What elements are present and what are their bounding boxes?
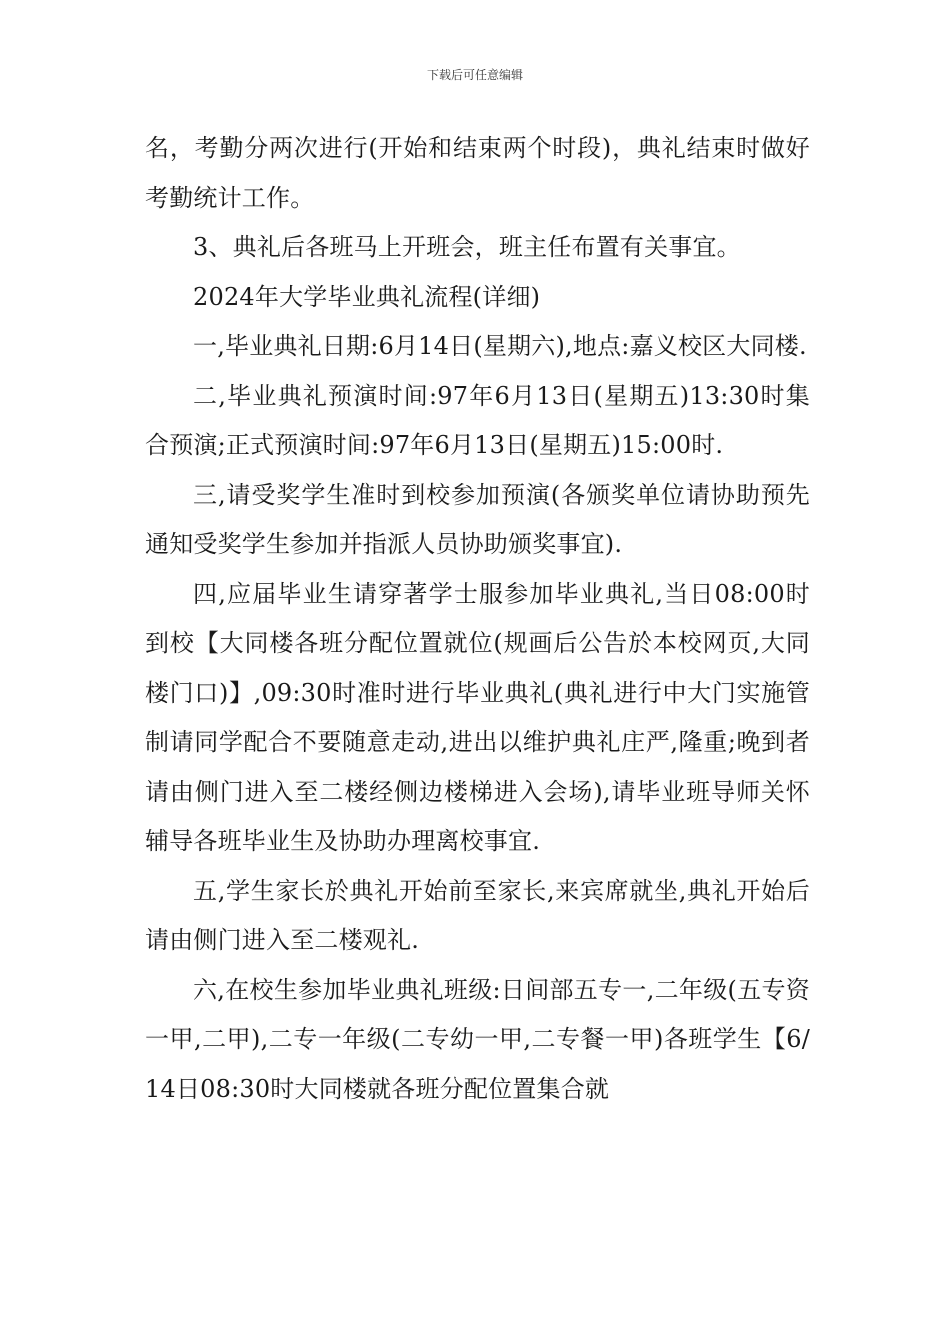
paragraph-item-3-awardees: 三,请受奖学生准时到校参加预演(各颁奖单位请协助预先通知受奖学生参加并指派人员协助颁奖事宜).	[145, 480, 810, 558]
paragraph-item-6-students: 六,在校生参加毕业典礼班级:日间部五专一,二年级(五专资一甲,二甲),二专一年级(二专幼一甲,二专餐一甲)各班学生【6/14日08:30时大同楼就各班分配位置集合就	[145, 975, 810, 1103]
paragraph-class-meeting: 3、典礼后各班马上开班会，班主任布置有关事宜。	[193, 233, 741, 261]
paragraph-item-2-rehearsal: 二,毕业典礼预演时间:97年6月13日(星期五)13:30时集合预演;正式预演时间:97年6月13日(星期五)15:00时.	[145, 381, 810, 459]
paragraph-attendance: 名，考勤分两次进行(开始和结束两个时段)，典礼结束时做好考勤统计工作。	[145, 134, 810, 212]
paragraph-item-4-graduates: 四,应届毕业生请穿著学士服参加毕业典礼,当日08:00时到校【大同楼各班分配位置就位(规画后公告於本校网页,大同楼门口)】,09:30时准时进行毕业典礼(典礼进行中大门实施管制请同学配合不要随意走动,进出以维护典礼庄严,隆重;晚到者请由侧门进入至二楼经侧边楼梯进入会场),请毕业班导师关怀辅导各班毕业生及协助办理离校事宜.	[145, 579, 810, 855]
page-header: 下载后可任意编辑	[426, 68, 523, 82]
paragraph-item-5-parents: 五,学生家长於典礼开始前至家长,来宾席就坐,典礼开始后请由侧门进入至二楼观礼.	[145, 876, 810, 954]
section-title: 2024年大学毕业典礼流程(详细)	[193, 282, 541, 311]
document-body	[145, 124, 810, 1114]
paragraph-item-1-date: 一,毕业典礼日期:6月14日(星期六),地点:嘉义校区大同楼.	[193, 332, 807, 360]
